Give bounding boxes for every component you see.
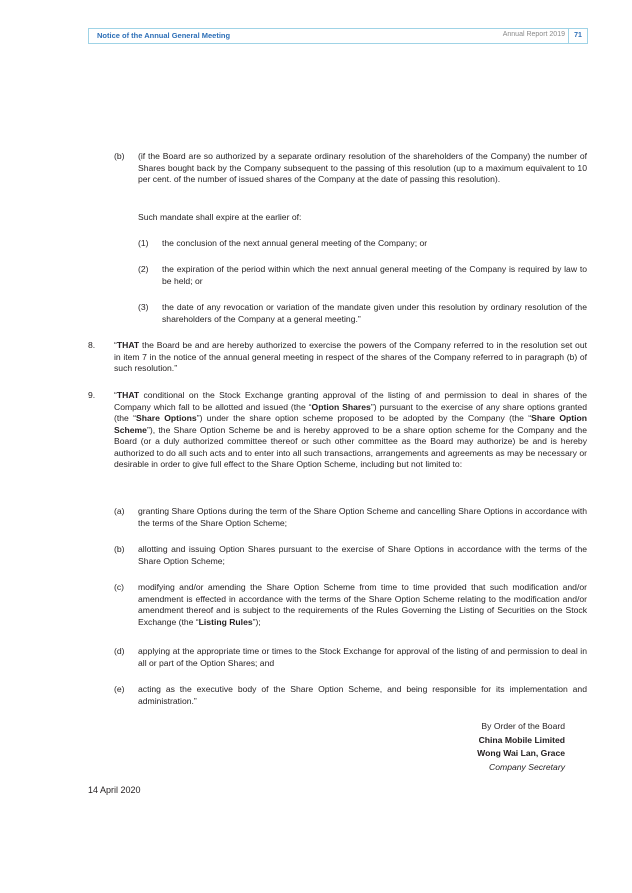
item-e-label: (e) [114, 684, 125, 694]
sub-2-text: the expiration of the period within which the next annual general meeting of the Company is required by law to be held; or [162, 264, 587, 286]
sub-2-label: (2) [138, 264, 149, 274]
sub-1-label: (1) [138, 238, 149, 248]
company-name: China Mobile Limited [478, 734, 565, 745]
mandate-text: Such mandate shall expire at the earlier of: [138, 212, 302, 222]
item-b-text-2: allotting and issuing Option Shares pursuant to the exercise of Share Options in accordance with the terms of the Share Option Scheme; [138, 544, 587, 566]
secretary-name: Wong Wai Lan, Grace [477, 748, 565, 758]
secretary-title: Company Secretary [489, 761, 565, 772]
item-b-label: (b) [114, 151, 125, 161]
item-c-text: modifying and/or amending the Share Option Scheme from time to time provided that such modification and/or amendment is effected in accordance with the terms of the Share Option Scheme relating to the modification and/or amendment thereof and is subject to the requirements of the Rules Governing the Listing of Securities on the Stock Exchange (the “Listing Rules”); [138, 582, 587, 627]
header-report-name: Annual Report 2019 [502, 31, 565, 38]
item-b-label-2: (b) [114, 544, 125, 554]
item-b-text: (if the Board are so authorized by a separate ordinary resolution of the shareholders of the Company) the number of Shares bought back by the Company subsequent to the passing of this resolution (up to a maximum equivalent to 10 per cent. of the number of issued shares of the Company at the date of passing this resolution). [138, 151, 587, 184]
resolution-9-text: “THAT conditional on the Stock Exchange granting approval of the listing of and permission to deal in shares of the Company which fall to be allotted and issued (the “Option Shares”) pursuant to the exercise of any share options granted (the “Share Options”) under the share option scheme proposed to be adopted by the Company (the “Share Option Scheme”), the Share Option Scheme be and is hereby approved to be a share option scheme for the Company and the Board (or a duly authorized committee thereof or such other committee as the Board may authorize) be and is hereby authorized to do all such acts and to enter into all such transactions, arrangements and agreements as may be necessary or desirable in order to give full effect to the Share Option Scheme, including but not limited to: [114, 390, 588, 469]
item-c-label: (c) [114, 582, 125, 592]
signature-block [420, 720, 565, 774]
sub-3-label: (3) [138, 302, 149, 312]
item-a-text: granting Share Options during the term of the Share Option Scheme and cancelling Share Options in accordance with the terms of the Share Option Scheme; [138, 506, 587, 528]
sub-1-text: the conclusion of the next annual general meeting of the Company; or [162, 238, 428, 248]
sub-3-text: the date of any revocation or variation of the mandate given under this resolution by ordinary resolution of the shareholders of the Company at a general meeting.” [162, 302, 587, 324]
resolution-8-text: “THAT the Board be and are hereby authorized to exercise the powers of the Company referred to in the resolution set out in item 7 in the notice of the annual general meeting in respect of the shares of the Company referred to in paragraph (b) of such resolution.” [114, 340, 587, 373]
by-order-line: By Order of the Board [481, 721, 565, 731]
resolution-9-number: 9. [88, 390, 96, 400]
item-a-label: (a) [114, 506, 125, 516]
item-d-text: applying at the appropriate time or times to the Stock Exchange for approval of the listing of and permission to deal in all or part of the Option Shares; and [138, 646, 587, 668]
header-title: Notice of the Annual General Meeting [97, 31, 231, 40]
page-header [88, 28, 588, 44]
item-d-label: (d) [114, 646, 125, 656]
resolution-8-number: 8. [88, 340, 96, 350]
notice-date: 14 April 2020 [88, 785, 141, 795]
page-number: 71 [568, 29, 587, 43]
item-e-text: acting as the executive body of the Share Option Scheme, and being responsible for its implementation and administration.” [138, 684, 587, 706]
